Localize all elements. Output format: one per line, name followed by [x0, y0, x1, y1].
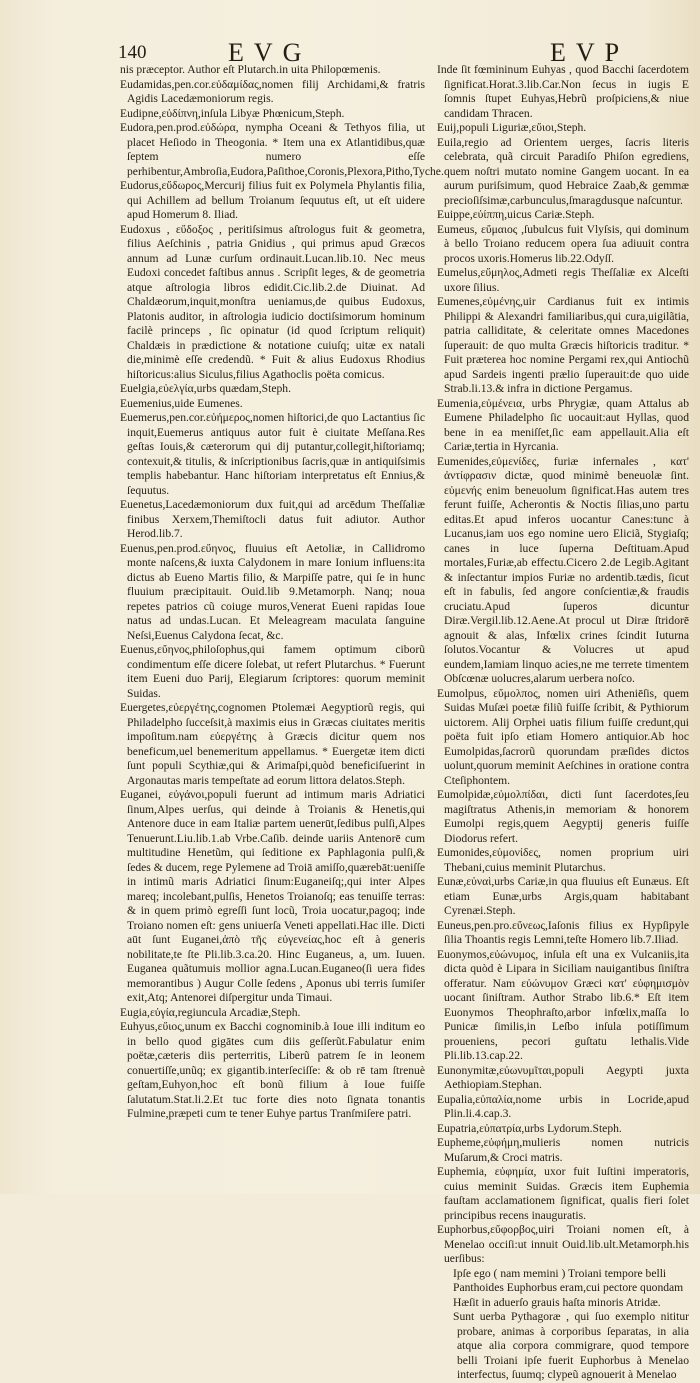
dictionary-entry: Eudora,pen.prod.εὐδώρα, nympha Oceani & Tethyos filia, ut placet Heſiodo in Theogonia. * Item una ex Atlantidibus,quæ ſeptem numero eſſe perhibentur,Ambroſia,Eudora,Paſithoe,Coronis,Plexora,Pitho,Tyche. — [120, 121, 444, 178]
dictionary-entry: Euenetus,Lacedæmoniorum dux fuit,qui ad arcēdum Theſſaliæ finibus Xerxem,Themiſtocli datus fuit adiutor. Author Herod.lib.7. — [120, 498, 425, 540]
dictionary-entry: Euippe,εὐίππη,uicus Cariæ.Steph. — [437, 208, 595, 221]
dictionary-entry: Eumolpus, εὔμολπος, nomen uiri Atheniēſis, quem Suidas Muſæi poetæ filiũ fuiſſe ſcribit, & Pythiorum uictorem. Alij Orphei uatis filium fuiſſe credunt,qui poëta fuit ipſo etiam Homero antiquior.Ab hoc Eumolpidas,ſacrorũ quorundam præſides dictos uolunt,quorum meminit Aeſchines in oratione contra Cteſiphontem. — [437, 686, 689, 787]
dictionary-entry: Euganei, εὐγάνοι,populi fuerunt ad intimum maris Adriatici ſinum,Alpes uerſus, qui deinde à Troianis & Henetis,qui Antenore duce in eam Italiæ partem uenerūt,ſedibus pulſi,Alpes Tenuerunt.Liu.lib.1.ab Vrbe.Caſib. deinde uariis Antenorē cum multitudine Henetũm, qui ſeditione ex Paphlagonia pulſi,& ſedes & ducem, rege Pylemene ad Troiā amiſſo,quærebāt:ueniſſe in intimũ maris Adriatici ſinum:Euganeiſq;,qui inter Alpes mareq; incolebant,pulſis, Henetos Troianoſq; eas tenuiſſe terras: & in quem primò egreſſi ſunt locũ, Troia uocatur,pagoq; inde Troiano nomen eſt: gens uniuerſa Veneti appellati.Hac ille. Dicti aūt ſunt Euganei,ἀπὸ τῆς εὐγενείας,hoc eſt à generis nobilitate,te ſte Pli.lib.3.ca.20. Hinc Euganeus, a, um. Iuuen. Euganea quãtumuis mollior agna.Lucan.Euganeo(ſi uera fides memorantibus ) Augur Colle ſedens , Aponus ubi terris ſumiſer exit,Atq; Antenorei diſpergitur unda Timaui. — [120, 788, 425, 1004]
running-head-left: EVG — [228, 38, 312, 67]
dictionary-entry: nis præceptor. Author eſt Plutarch.in uita Philopœmenis. — [120, 63, 381, 76]
dictionary-entry: Eunonymitæ,εὐωνυμῖται,populi Aegypti juxta Aethiopiam.Stephan. — [437, 1063, 689, 1091]
running-head-right: EVP — [550, 38, 630, 67]
dictionary-entry: Eumenia,εὐμένεια, urbs Phrygiæ, quam Attalus ab Eumene Philadelpho ſic uocauit:aut Hyllas, quod bene in ea meniſſet,ſic eam appellauit.Alia eſt Cariæ,tertia in Hyrcania. — [437, 396, 689, 453]
dictionary-entry: Eudorus,εὔδωρος,Mercurij filius fuit ex Polymela Phylantis filia, qui Achillem ad bellum Troianum ſequutus eſt, ut eſt uidere apud Homerum 8. Iliad. — [120, 179, 425, 221]
dictionary-entry: Eumeus, εὔμαιος ,ſubulcus fuit Vlyſsis, qui dominum à bello Troiano reducem opera ſua adiuuit contra procos uxoris.Homerus lib.22.Odyſſ. — [437, 222, 689, 265]
dictionary-entry: Euelgia,εὐελγία,urbs quædam,Steph. — [120, 382, 291, 395]
dictionary-entry: Eugia,εὐγία,regiuncula Arcadiæ,Steph. — [120, 1005, 301, 1019]
dictionary-entry: Eudamidas,pen.cor.εὐδαμίδας,nomen filij Archidami,& fratris Agidis Lacedæmoniorum regis. — [120, 77, 425, 105]
dictionary-entry: Euneus,pen.pro.εὔνεως,Iaſonis filius ex Hypſipyle ſilia Thoantis regis Lemni,teſte Homero lib.7.Iliad. — [437, 918, 689, 946]
dictionary-entry: Euonymos,εὐώνυμος, inſula eſt una ex Vulcaniis,ita dicta quòd è Lipara in Siciliam nauigantibus ſiniſtra offeratur. Nam εὐώνυμον Græci κατ' εὐφημισμὸν uocant ſiniſtram. Author Strabo lib.6.* Eſt item Euonymos Theophraſto,arbor infœlix,maſſa lo Punicæ ſimilis,in Leſbo inſula potiſſimum proueniens, pecori guſtatu lethalis.Vide Pli.lib.13.cap.22. — [437, 947, 689, 1062]
verse-line: Hæſit in aduerſo grauis haſta minoris Atridæ. — [453, 1295, 661, 1309]
page-number: 140 — [118, 42, 147, 63]
dictionary-entry: Euila,regio ad Orientem uerges, ſacris literis celebrata, quã circuit Paradiſo Phiſon egrediens, quem noſtri mutato nomine Gangem uocant. In ea aurum puriſsimum, quod Hebraice Zaab,& gemmæ precioſiſsimæ,carbunculus,ſmaragdusque naſcuntur. — [437, 135, 689, 207]
dictionary-entry: Euhyus,εὔιος,unum ex Bacchi cognominib.à Ioue illi inditum eo in bello quod gigātes cum diis geſſerũt.Fabulatur enim poëtæ,cæteris diis perterritis, Liberũ patrem ſe in leonem conuertiſſe,unũq; ex gigantib.interſeciſſe: & ob rē tam ſtrenuè geſtam,Euhyon,hoc eſt bonũ filium à Ioue fuiſſe ſalutatum.Stat.li.2.Et tuc forte dies noto ſignata tonantis Fulmine,præpeti cum te tener Euhye partus Tranſmiſere patri. — [120, 1020, 425, 1120]
right-column — [437, 63, 689, 1383]
verse-line: Sunt uerba Pythagoræ , qui ſuo exemplo nititur probare, animas à corporibus ſeparatas, in alia atque alia corpora commigrare, quod tempore belli Troiani ipſe fuerit Euphorbus à Menelao interfectus, ſuumq; clypeũ agnouerit à Menelao — [453, 1310, 689, 1381]
dictionary-entry: Eumonides,εὐμονίδες, nomen proprium uiri Thebani,cuius meminit Plutarchus. — [437, 846, 689, 874]
dictionary-entry: Euergetes,εὐεργέτης,cognomen Ptolemæi Aegyptiorũ regis, qui Philadelpho ſucceſsit,à maximis eius in Græcas ciuitates meritis impoſitum.nam εὐεργέτης à Græcis dicitur quem nos beneficum,uel benemeritum appellamus. * Euergetæ item dicti ſunt populi Scythiæ,qui & Arimaſpi,quòd beneficiſuerint in Argonautas maris tempeſtate ad eorum littora delatos.Steph. — [120, 701, 425, 787]
dictionary-entry: Eunæ,εὐναὶ,urbs Cariæ,in qua fluuius eſt Eunæus. Eſt etiam Eunæ,urbs Argis,quam habitabant Cyrenæi.Steph. — [437, 875, 689, 917]
dictionary-entry: Euemenius,uide Eumenes. — [120, 396, 243, 410]
dictionary-entry: Eudoxus , εὔδοξος , peritiſsimus aſtrologus fuit & geometra, filius Aeſchinis , patria Gnidius , qui primus apud Græcos annum ad Lunæ curſum ordinauit.Lucan.lib.10. Nec meus Eudoxi concedet faſtibus annus . Scripſit leges, & de geometria atque aſtrologia libros edidit.Cic.lib.2.de Diuinat. Ad Chaldæorum,inquit,monſtra ueniamus,de quibus Eudoxus, Platonis auditor, in aſtrologia iudicio doctiſsimorum hominum facilè princeps , ſic opinatur (id quod ſcriptum reliquit) Chaldæis in prædictione & notatione cuiuſq; uitæ ex natali die,minimè eſſe credendũ. * Fuit & alius Eudoxus Rhodius hiſtoricus:alius Siculus,filius Agathoclis poëta comicus. — [120, 222, 425, 381]
dictionary-entry: Eudipne,εὐδίπνη,inſula Libyæ Phœnicum,Steph. — [120, 106, 345, 120]
dictionary-entry: Eumenes,εὐμένης,uir Cardianus fuit ex intimis Philippi & Alexandri familiaribus,qui cura,uigilãtia, patria calliditate, & celeritate omnes Macedones ſuperauit: de quo multa Græcis hiſtoricis traditur. * Fuit præterea hoc nomine Pergami rex,qui Antiochũ apud Sardeis ingenti prælio ſuperauit:de quo uide Strab.li.13.& infra in dictione Pergamus. — [437, 295, 689, 395]
dictionary-entry: Eumenides,εὐμενίδες, furiæ infernales , κατ' ἀντίφρασιν dictæ, quod minimè beneuolæ ſint. εὐμενής enim beneuolum ſignificat.Has autem tres ferunt fuiſſe, Acherontis & Noctis ſilias,uno partu editas.Et apud inferos uocantur Canes:tunc à Lucanus,iam uos ego nomine uero Eliciã, Stygiaſq; canes in luce ſuperna Deſtituam.Apud mortales,Furiæ,ab effectu.Cicero 2.de Legib.Agitant & inſectantur impios Furiæ no ardentib.tædis, ſicut eſt in fabulis, ſed angore conſcientiæ,& fraudis cruciatu.Apud ſuperos dicuntur Diræ.Vergil.lib.12.Aene.At procul ut Diræ ſtridorē agnouit & alas, Infœlix crines ſcindit Iuturna ſolutos.Vocantur & Volucres ut apud eundem,Iamiam linquo acies,ne me terrete timentem Obſcœnæ uolucres,alarum uerbera noſco. — [437, 454, 689, 685]
dictionary-entry: Euemerus,pen.cor.εὐήμερος,nomen hiſtorici,de quo Lactantius ſic inquit,Euemerus antiquus autor fuit è ciuitate Meſſana.Res geſtas Iouis,& cæterorum qui dij putantur,collegit,hiſtoriamq; contexuit,& titulis, & inſcriptionibus ſacris,quæ in antiquiſsimis templis habebantur. Hanc hiſtoriam interpretatus eſt Ennius,& ſequutus. — [120, 411, 425, 497]
dictionary-entry: Eumolpidæ,εὐμολπίδαι, dicti ſunt ſacerdotes,ſeu magiſtratus Athenis,in memoriam & honorem Eumolpi regis,quem Aegyptij generis fuiſſe Diodorus refert. — [437, 788, 689, 845]
dictionary-entry: Euij,populi Liguriæ,εὔιοι,Steph. — [437, 121, 587, 134]
dictionary-entry: Euphorbus,εὔφορβος,uiri Troiani nomen eſt, à Menelao occiſi:ut innuit Ouid.lib.ult.Metamorph.his uerſibus: — [437, 1223, 689, 1265]
verse-line: Ipſe ego ( nam memini ) Troiani tempore belli — [453, 1266, 667, 1280]
dictionary-entry: Euenus,εὔηνος,philoſophus,qui famem optimum ciborũ condimentum eſſe dicere ſolebat, ut refert Plutarchus. * Fuerunt item Eueni duo Parij, Elegiarum ſcriptores: quorum meminit Suidas. — [120, 643, 425, 700]
dictionary-entry: Euenus,pen.prod.εὔηνος, fluuius eſt Aetoliæ, in Callidromo monte naſcens,& iuxta Calydonem in mare Ionium influens:ita dictus ab Eueno Martis filio, & Marpiſſe patre, qui ſe in hunc fluuium præcipitauit. Ouid.lib 9.Metamorph. Nanq; noua repetes patrios cũ coiuge muros,Venerat Eueni rapidas Ioue natus ad undas.Lucan. Et Meleagream maculata ſanguine Neſsi,Euenus Calydona ſecat, &c. — [120, 541, 425, 642]
dictionary-entry: Inde ſit fœmininum Euhyas , quod Bacchi ſacerdotem ſignificat.Horat.3.lib.Car.Non ſecus in iugis E ſomnis ſtupet Euhyas,Hebrũ proſpiciens,& niue candidam Thracen. — [437, 63, 689, 120]
dictionary-entry: Eupalia,εὐπαλία,nome urbis in Locride,apud Plin.li.4.cap.3. — [437, 1092, 689, 1120]
dictionary-entry: Eumelus,εὔμηλος,Admeti regis Theſſaliæ ex Alceſti uxore ſilius. — [437, 266, 689, 294]
dictionary-entry: Eupheme,εὐφήμη,mulieris nomen nutricis Muſarum,& Croci matris. — [437, 1136, 689, 1164]
dictionary-entry: Eupatria,εὐπατρία,urbs Lydorum.Steph. — [437, 1121, 622, 1135]
left-column — [120, 63, 444, 1122]
verse-line: Panthoides Euphorbus eram,cui pectore quondam — [453, 1281, 684, 1294]
dictionary-entry: Euphemia, εὐφημία, uxor fuit Iuſtini imperatoris, cuius meminit Suidas. Græcis item Euphemia fauſtam acclamationem ſignificat, qualis fieri ſolet principibus recens inauguratis. — [437, 1165, 689, 1222]
